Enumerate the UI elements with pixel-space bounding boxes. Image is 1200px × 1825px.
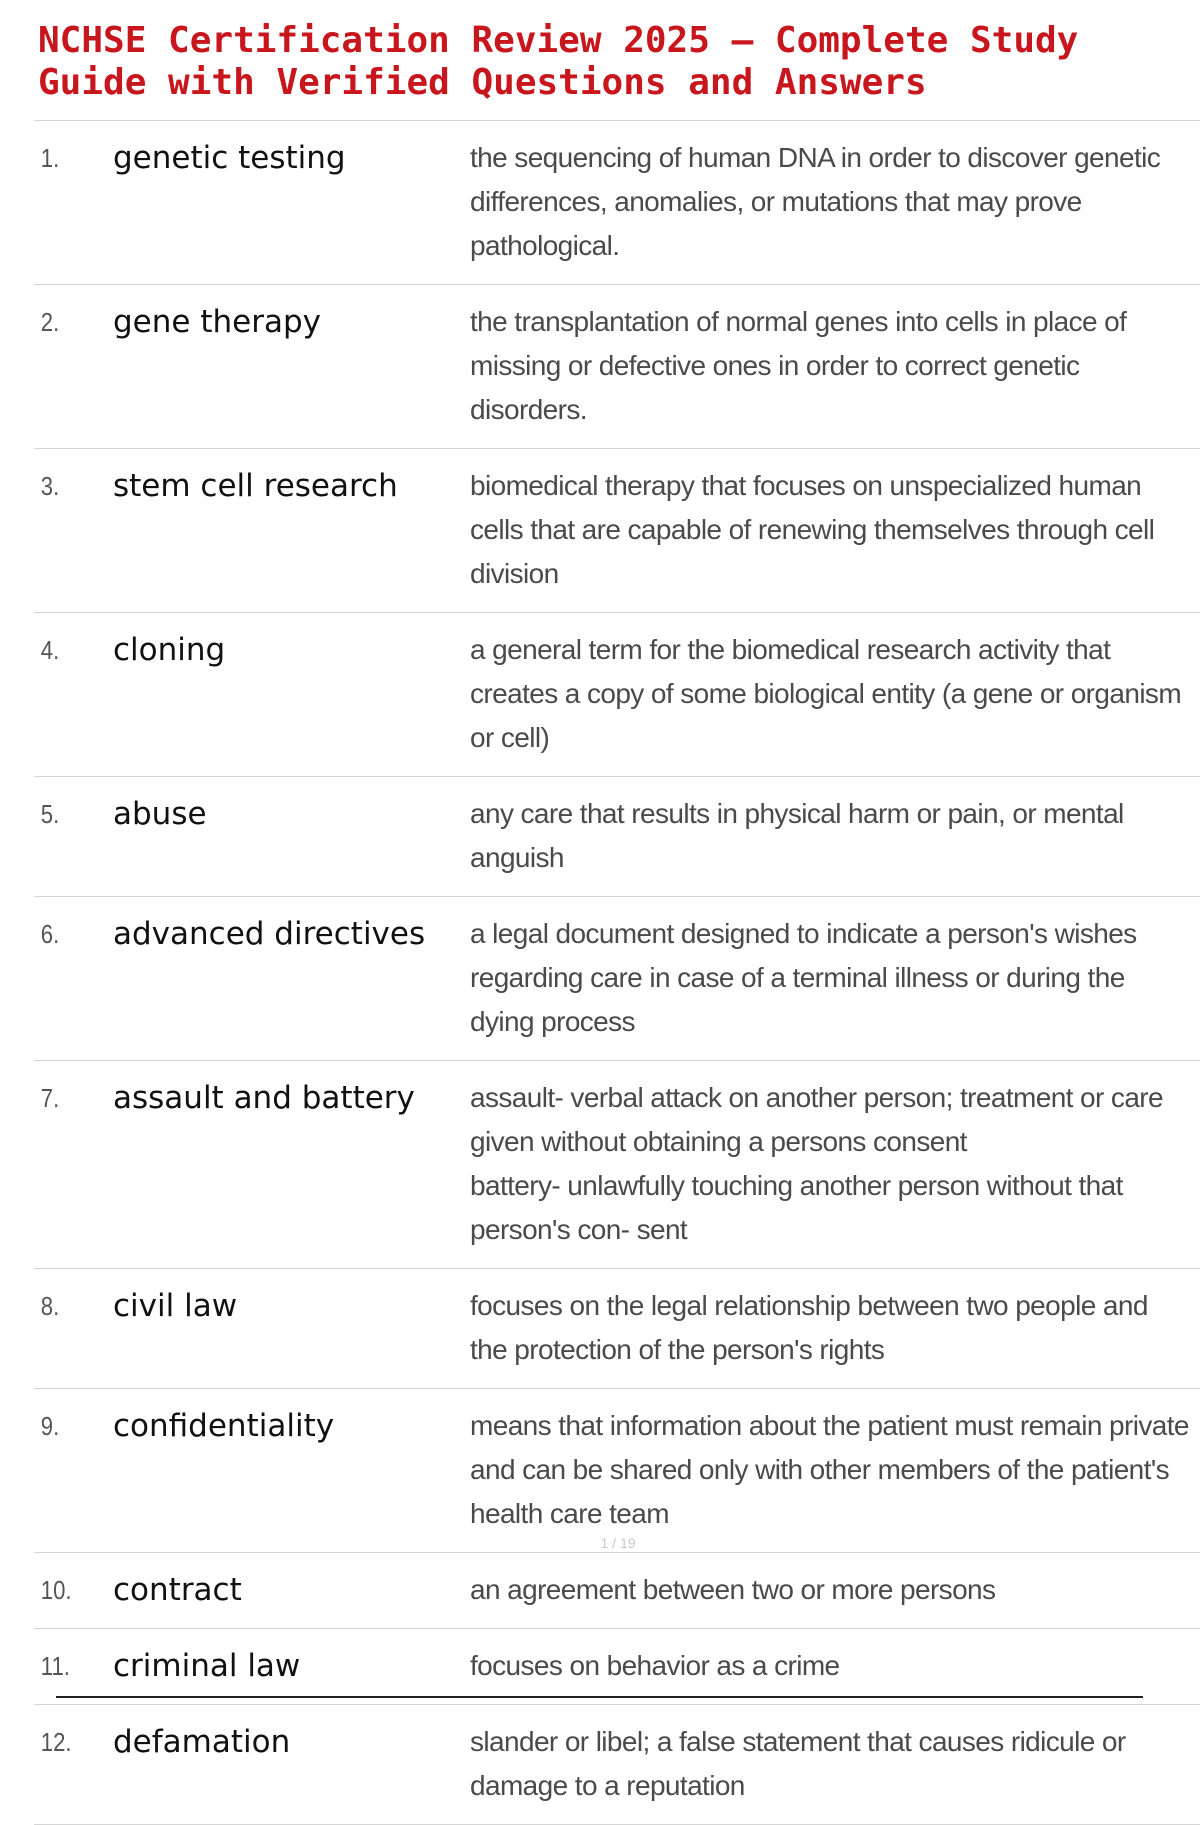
term-name: defamation [113, 1724, 291, 1760]
term-name: advanced directives [113, 916, 426, 952]
document-title: NCHSE Certification Review 2025 – Complete Study Guide with Verified Questions and Answers [38, 20, 1079, 103]
term-name: civil law [113, 1288, 238, 1324]
term-definition: assault- verbal attack on another person; treatment or care given without obtaining a persons consent battery- unlawfully touching another person without that person's con- sent [470, 1082, 1163, 1245]
term-number: 7. [40, 1083, 60, 1113]
term-number: 5. [40, 799, 60, 829]
term-name: genetic testing [113, 140, 346, 176]
term-number: 1. [40, 143, 60, 173]
term-row [34, 897, 1200, 1061]
term-row [34, 613, 1200, 777]
term-name: assault and battery [113, 1080, 415, 1116]
term-definition: focuses on behavior as a crime [470, 1650, 840, 1681]
term-definition: any care that results in physical harm or pain, or mental anguish [470, 798, 1124, 873]
term-number: 4. [40, 635, 60, 665]
term-row [34, 1389, 1200, 1553]
term-row [34, 1629, 1200, 1705]
term-number: 6. [40, 919, 60, 949]
term-name: confidentiality [113, 1408, 335, 1444]
term-name: stem cell research [113, 468, 398, 504]
page-indicator: 1 / 19 [600, 1535, 636, 1551]
term-row [34, 285, 1200, 449]
term-name: criminal law [113, 1648, 301, 1684]
term-definition: an agreement between two or more persons [470, 1574, 996, 1605]
term-row [34, 1061, 1200, 1269]
term-name: contract [113, 1572, 242, 1608]
term-name: abuse [113, 796, 207, 832]
term-row [34, 121, 1200, 285]
term-row [34, 1269, 1200, 1389]
term-row [34, 449, 1200, 613]
term-row [34, 777, 1200, 897]
term-number: 12. [40, 1727, 72, 1757]
term-number: 3. [40, 471, 60, 501]
term-definition: a general term for the biomedical research activity that creates a copy of some biological entity (a gene or organism or cell) [470, 634, 1182, 753]
term-definition: focuses on the legal relationship between two people and the protection of the person's rights [470, 1290, 1148, 1365]
term-number: 10. [40, 1575, 72, 1605]
term-number: 8. [40, 1291, 60, 1321]
term-definition: the sequencing of human DNA in order to discover genetic differences, anomalies, or mutations that may prove pathological. [470, 142, 1161, 261]
term-row [34, 1705, 1200, 1825]
term-definition: the transplantation of normal genes into cells in place of missing or defective ones in order to correct genetic disorders. [470, 306, 1127, 425]
term-name: cloning [113, 632, 226, 668]
term-definition: slander or libel; a false statement that causes ridicule or damage to a reputation [470, 1726, 1126, 1801]
term-row [34, 1553, 1200, 1629]
terms-list [34, 120, 1200, 1825]
term-number: 9. [40, 1411, 60, 1441]
term-number: 2. [40, 307, 60, 337]
bottom-rule [56, 1696, 1143, 1698]
term-definition: biomedical therapy that focuses on unspecialized human cells that are capable of renewing themselves through cell division [470, 470, 1155, 589]
term-definition: means that information about the patient must remain private and can be shared only with other members of the patient's health care team [470, 1410, 1189, 1529]
term-name: gene therapy [113, 304, 321, 340]
term-definition: a legal document designed to indicate a person's wishes regarding care in case of a terminal illness or during the dying process [470, 918, 1137, 1037]
term-number: 11. [40, 1651, 70, 1681]
